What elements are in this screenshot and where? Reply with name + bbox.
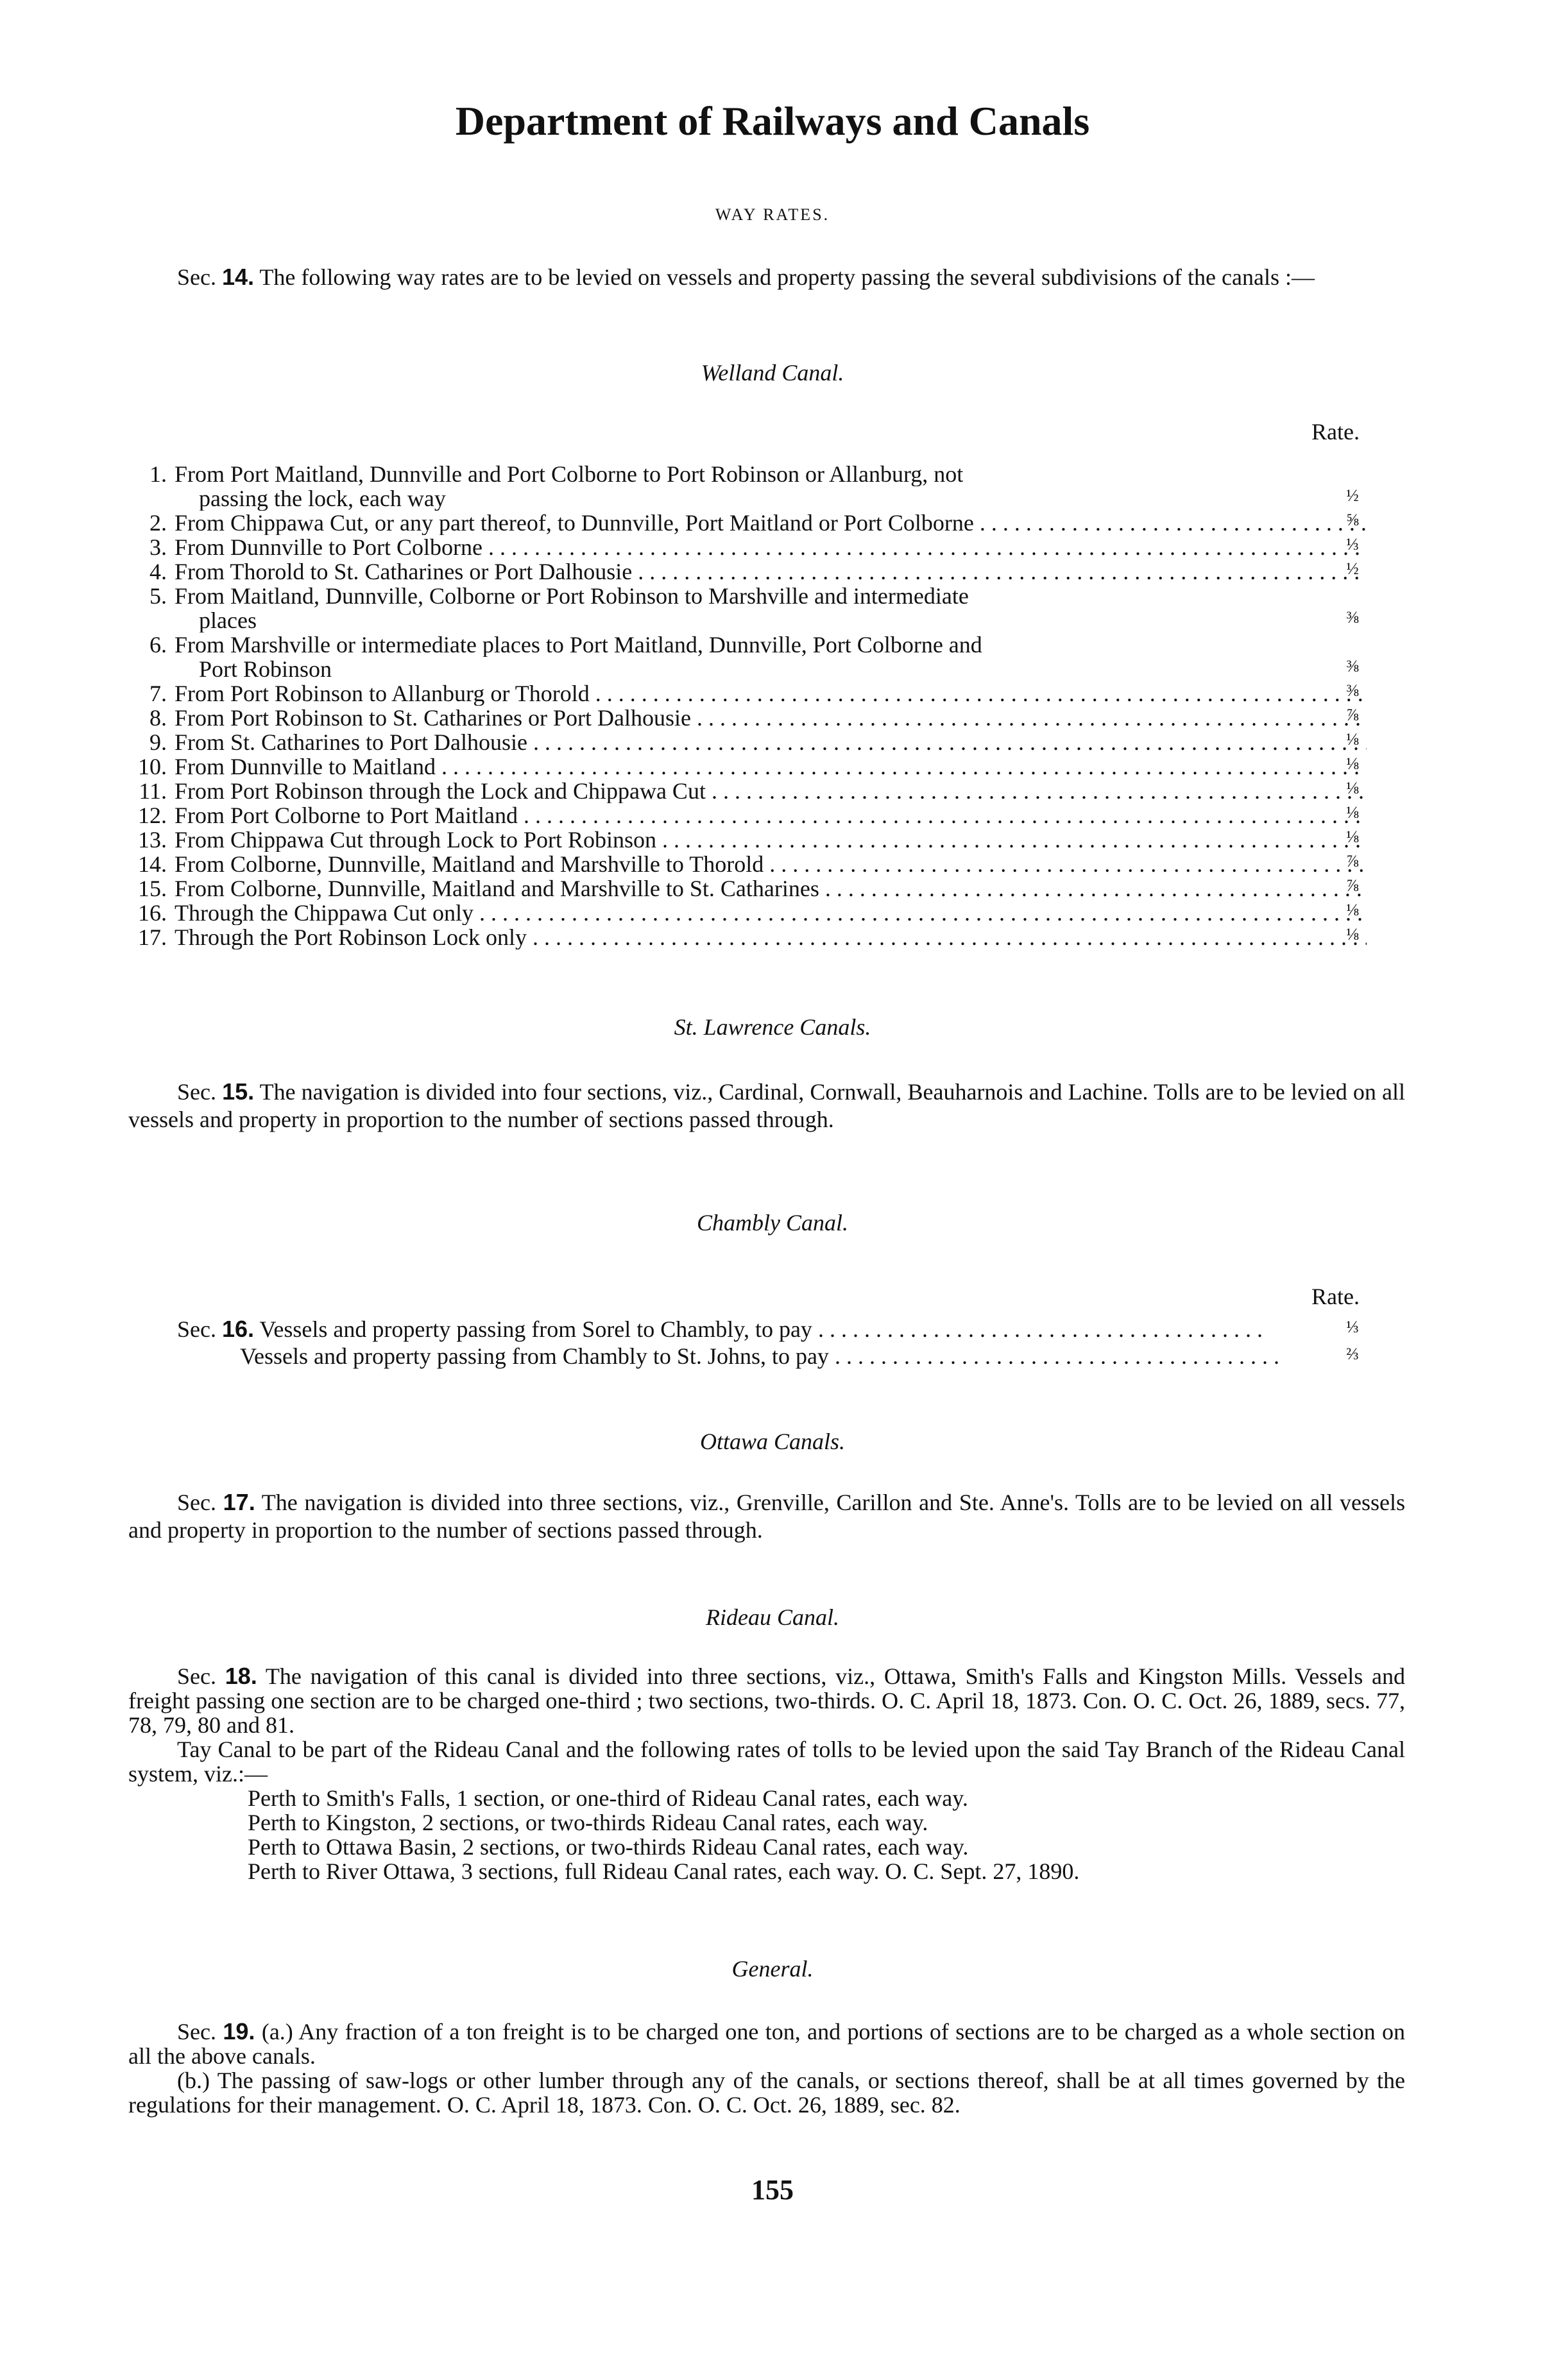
row-text: From Colborne, Dunnville, Maitland and Marshville to Thorold . . . [175,852,1367,876]
row-number: 16. [138,900,167,926]
sec-number: 14. [221,264,255,290]
row-text: passing the lock, each way [199,486,446,511]
row-number: 10. [138,754,167,779]
row-text: From Thorold to St. Catharines or Port Dalhousie . . . [175,559,1367,584]
welland-rate-row [128,925,1367,949]
page-number: 155 [751,2174,794,2206]
ottawa-canals-heading: Ottawa Canals. [699,1429,846,1454]
sec-19b-paragraph [128,2068,1405,2117]
row-text: From Dunnville to Port Colborne . . . [175,535,1367,559]
st-lawrence-canals-heading: St. Lawrence Canals. [674,1014,871,1040]
chambly-line-2: Vessels and property passing from Chambly to St. Johns, to pay . . . . . . . . . . . . . . . . . . . . . . . . . . . . . . . . . . . . . . . [240,1343,1279,1369]
perth-rate-line: Perth to River Ottawa, 3 sections, full Rideau Canal rates, each way. O. C. Sept. 27, 1890. [248,1858,1080,1884]
welland-rate-row [128,876,1367,901]
row-text: From Maitland, Dunnville, Colborne or Port Robinson to Marshville and intermediate [175,584,969,608]
sec-label: Sec. [177,1490,216,1515]
row-rate: ⅞ [1346,706,1359,724]
row-rate: ⅜ [1346,608,1359,627]
row-number: 4. [149,559,167,584]
row-text: places [199,608,257,633]
row-rate: ⅛ [1346,828,1359,846]
rate-column-header: Rate. [1311,1284,1360,1309]
row-number: 17. [138,924,167,950]
sec-label: Sec. [177,1663,216,1689]
welland-rate-row [128,511,1367,535]
sec-text: The following way rates are to be levied on vessels and property passing the several subdivisions of the canals :— [259,264,1315,290]
chambly-line-1: Sec. 16. Vessels and property passing from Sorel to Chambly, to pay . . . . . . . . . . . . . . . . . . . . . . . . . . . . . . . . . . . . . . . [177,1316,1263,1342]
row-number: 6. [149,632,167,658]
row-rate: ⅞ [1346,852,1359,871]
sec-label: Sec. [177,1316,216,1342]
row-number: 8. [149,705,167,731]
perth-rate-line: Perth to Kingston, 2 sections, or two-thirds Rideau Canal rates, each way. [248,1810,928,1835]
row-rate: ⅛ [1346,779,1359,797]
chambly-line-1-text: Vessels and property passing from Sorel to Chambly, to pay [259,1316,812,1342]
row-number: 12. [138,803,167,828]
row-text: From Chippawa Cut through Lock to Port Robinson . . . [175,828,1367,852]
sec-label: Sec. [177,2019,216,2044]
row-text: From Dunnville to Maitland . . . [175,754,1367,779]
row-rate: ⅛ [1346,754,1359,773]
way-rates-subheading: WAY RATES. [715,205,830,224]
sec-15-paragraph [128,1078,1405,1134]
chambly-canal-heading: Chambly Canal. [696,1210,848,1236]
row-rate: ⅛ [1346,925,1359,944]
row-text: From St. Catharines to Port Dalhousie . . . [175,730,1367,754]
row-number: 3. [149,534,167,560]
row-text: From Port Robinson through the Lock and Chippawa Cut . . . [175,779,1367,803]
row-rate: ⅓ [1346,535,1359,554]
row-rate: ⅛ [1346,803,1359,822]
row-number: 11. [139,778,167,804]
row-number: 2. [149,510,167,536]
sec-number: 19. [223,2018,255,2044]
row-rate: ⅝ [1346,511,1359,529]
perth-rate-line: Perth to Ottawa Basin, 2 sections, or two-thirds Rideau Canal rates, each way. [248,1834,969,1860]
sec-text: The navigation is divided into four sections, viz., Cardinal, Cornwall, Beauharnois and Lachine. Tolls are to be levied on all vessels and property in proportion to the number of sections passed through. [128,1079,1406,1132]
tay-canal-text: Tay Canal to be part of the Rideau Canal and the following rates of tolls to be levied upon the said Tay Branch of the Rideau Canal system, viz.:— [128,1737,1405,1787]
welland-rate-row [128,828,1367,852]
sec-label: Sec. [177,1079,216,1105]
tay-canal-paragraph [128,1737,1405,1786]
sec-18-paragraph [128,1664,1405,1737]
page-title: Department of Railways and Canals [455,98,1090,144]
welland-rate-row [128,462,1367,511]
row-text: Through the Port Robinson Lock only . . . [175,925,1367,949]
sec-19a-text: (a.) Any fraction of a ton freight is to be charged one ton, and portions of sections are to be charged as a whole section on all the above canals. [128,2019,1405,2069]
row-rate: ⅛ [1346,901,1359,919]
chambly-line-2-text: Vessels and property passing from Chambly to St. Johns, to pay [240,1343,829,1369]
row-text: From Chippawa Cut, or any part thereof, to Dunnville, Port Maitland or Port Colborne . . . [175,511,1367,535]
welland-rate-row [128,730,1367,754]
row-text: From Port Colborne to Port Maitland . . . [175,803,1367,828]
row-number: 15. [138,876,167,901]
general-heading: General. [731,1956,814,1982]
row-number: 9. [149,729,167,755]
row-text: Through the Chippawa Cut only . . . [175,901,1367,925]
welland-rate-row [128,535,1367,559]
chambly-rate-1: ⅓ [1346,1318,1359,1336]
welland-rate-row [128,633,1367,681]
welland-rate-row [128,706,1367,730]
row-text: From Port Robinson to Allanburg or Thorold . . . [175,681,1367,706]
sec-17-paragraph [128,1488,1405,1544]
row-text: Port Robinson [199,657,332,681]
row-number: 5. [149,583,167,609]
row-rate: ⅞ [1346,876,1359,895]
row-rate: ⅛ [1346,730,1359,749]
sec-number: 18. [225,1663,257,1689]
welland-rate-row [128,852,1367,876]
row-number: 14. [138,851,167,877]
sec-text: The navigation is divided into three sections, viz., Grenville, Carillon and Ste. Anne's. Tolls are to be levied on all vessels and property in proportion to the number of sections passed through. [128,1490,1406,1543]
row-number: 13. [138,827,167,853]
sec-label: Sec. [177,264,216,290]
row-rate: ⅜ [1346,657,1359,676]
row-rate: ⅜ [1346,681,1359,700]
row-rate: ½ [1346,486,1359,505]
sec-text: The navigation of this canal is divided into three sections, viz., Ottawa, Smith's Falls and Kingston Mills. Vessels and freight passing one section are to be charged one-third ; two sections, two-thirds. O. C. April 18, 1873. Con. O. C. Oct. 26, 1889, secs. 77, 78, 79, 80 and 81. [128,1663,1405,1738]
welland-rate-row [128,901,1367,925]
welland-rate-row [128,754,1367,779]
row-text: From Marshville or intermediate places to Port Maitland, Dunnville, Port Colborne and [175,633,982,657]
sec-number: 17. [223,1489,255,1515]
row-text: From Port Robinson to St. Catharines or Port Dalhousie . . . [175,706,1367,730]
sec-number: 16. [221,1316,255,1342]
sec-number: 15. [222,1078,255,1105]
perth-rate-line: Perth to Smith's Falls, 1 section, or one-third of Rideau Canal rates, each way. [248,1785,968,1811]
sec-19a-paragraph [128,2019,1405,2068]
rate-column-header: Rate. [1311,419,1360,445]
row-rate: ½ [1346,559,1359,578]
row-text: From Port Maitland, Dunnville and Port Colborne to Port Robinson or Allanburg, not [175,462,964,486]
sec-19b-text: (b.) The passing of saw-logs or other lumber through any of the canals, or sections thereof, shall be at all times governed by the regulations for their management. O. C. April 18, 1873. Con. O. C. Oct. 26, 1889, sec. 82. [128,2068,1405,2118]
rideau-canal-heading: Rideau Canal. [706,1604,839,1630]
welland-canal-heading: Welland Canal. [701,360,844,386]
row-text: From Colborne, Dunnville, Maitland and Marshville to St. Catharines . . . [175,876,1367,901]
welland-rate-row [128,584,1367,633]
welland-rate-row [128,779,1367,803]
welland-rate-row [128,559,1367,584]
welland-rate-row [128,681,1367,706]
sec-14-paragraph [128,263,1405,291]
row-number: 1. [149,461,167,487]
perth-rates-list [128,1786,1405,1883]
chambly-rate-2: ⅔ [1346,1345,1359,1363]
row-number: 7. [149,681,167,706]
welland-rate-row [128,803,1367,828]
